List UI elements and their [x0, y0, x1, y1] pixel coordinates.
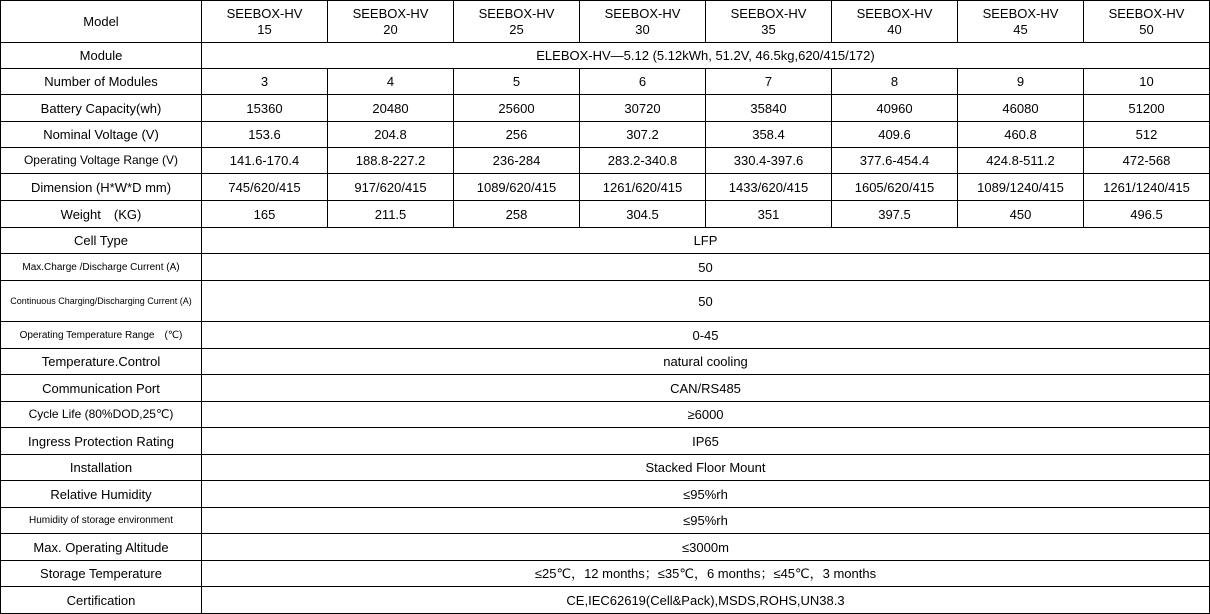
table-cell: 6	[580, 69, 706, 95]
row-label: Weight (KG)	[1, 201, 202, 228]
row-label: Installation	[1, 455, 202, 481]
table-cell: 0-45	[202, 322, 1210, 349]
table-cell: 1089/620/415	[454, 174, 580, 201]
table-cell: 211.5	[328, 201, 454, 228]
table-cell: 351	[706, 201, 832, 228]
table-cell: 1261/620/415	[580, 174, 706, 201]
table-cell: 15360	[202, 95, 328, 122]
row-label: Storage Temperature	[1, 561, 202, 587]
table-cell: 330.4-397.6	[706, 148, 832, 174]
table-cell: 204.8	[328, 122, 454, 148]
table-cell: 50	[202, 254, 1210, 281]
table-cell: IP65	[202, 428, 1210, 455]
table-row	[1, 95, 1210, 122]
model-number: 25	[509, 22, 524, 37]
table-cell: 460.8	[958, 122, 1084, 148]
table-row	[1, 402, 1210, 428]
table-row	[1, 122, 1210, 148]
row-label: Number of Modules	[1, 69, 202, 95]
table-cell: 5	[454, 69, 580, 95]
model-name: SEEBOX-HV	[856, 6, 933, 21]
model-number: 45	[1013, 22, 1028, 37]
module-value: ELEBOX-HV—5.12 (5.12kWh, 51.2V, 46.5kg,620/415/172)	[202, 43, 1210, 69]
row-label: Dimension (H*W*D mm)	[1, 174, 202, 201]
table-cell: 256	[454, 122, 580, 148]
table-cell: 188.8-227.2	[328, 148, 454, 174]
table-row	[1, 148, 1210, 174]
table-cell: 165	[202, 201, 328, 228]
table-cell: 377.6-454.4	[832, 148, 958, 174]
model-cell	[958, 1, 1084, 43]
table-cell: 9	[958, 69, 1084, 95]
table-cell: 1261/1240/415	[1084, 174, 1210, 201]
table-row	[1, 349, 1210, 375]
table-cell: CAN/RS485	[202, 375, 1210, 402]
row-label: Humidity of storage environment	[1, 508, 202, 534]
table-cell: 283.2-340.8	[580, 148, 706, 174]
row-label: Relative Humidity	[1, 481, 202, 508]
table-row	[1, 534, 1210, 561]
model-row	[1, 1, 1210, 43]
table-row	[1, 375, 1210, 402]
table-row	[1, 228, 1210, 254]
table-cell: 258	[454, 201, 580, 228]
table-row	[1, 254, 1210, 281]
model-cell	[706, 1, 832, 43]
table-cell: 46080	[958, 95, 1084, 122]
model-number: 15	[257, 22, 272, 37]
row-label: Operating Voltage Range (V)	[1, 148, 202, 174]
model-cell	[1084, 1, 1210, 43]
table-cell: 7	[706, 69, 832, 95]
table-cell: 153.6	[202, 122, 328, 148]
table-cell: 512	[1084, 122, 1210, 148]
table-cell: 141.6-170.4	[202, 148, 328, 174]
row-label: Operating Temperature Range (℃)	[1, 322, 202, 349]
row-label: Communication Port	[1, 375, 202, 402]
table-row	[1, 428, 1210, 455]
table-cell: 51200	[1084, 95, 1210, 122]
model-name: SEEBOX-HV	[982, 6, 1059, 21]
table-cell: 50	[202, 281, 1210, 322]
table-row	[1, 69, 1210, 95]
model-number: 40	[887, 22, 902, 37]
table-cell: 10	[1084, 69, 1210, 95]
table-cell: 397.5	[832, 201, 958, 228]
row-label: Battery Capacity(wh)	[1, 95, 202, 122]
model-cell	[580, 1, 706, 43]
row-label: Continuous Charging/Discharging Current (A)	[1, 281, 202, 322]
table-cell: 30720	[580, 95, 706, 122]
row-label: Cycle Life (80%DOD,25℃)	[1, 402, 202, 428]
table-cell: 424.8-511.2	[958, 148, 1084, 174]
table-row	[1, 587, 1210, 614]
table-cell: ≤95%rh	[202, 508, 1210, 534]
table-cell: 472-568	[1084, 148, 1210, 174]
model-number: 35	[761, 22, 776, 37]
row-label-model: Model	[1, 1, 202, 43]
table-cell: 917/620/415	[328, 174, 454, 201]
table-cell: 307.2	[580, 122, 706, 148]
table-cell: 1433/620/415	[706, 174, 832, 201]
table-cell: 1605/620/415	[832, 174, 958, 201]
table-cell: 20480	[328, 95, 454, 122]
table-cell: 25600	[454, 95, 580, 122]
table-cell: 35840	[706, 95, 832, 122]
model-cell	[454, 1, 580, 43]
model-cell	[832, 1, 958, 43]
model-name: SEEBOX-HV	[604, 6, 681, 21]
model-name: SEEBOX-HV	[226, 6, 303, 21]
model-name: SEEBOX-HV	[1108, 6, 1185, 21]
table-row	[1, 174, 1210, 201]
table-row	[1, 481, 1210, 508]
table-row	[1, 508, 1210, 534]
row-label: Max. Operating Altitude	[1, 534, 202, 561]
model-cell	[202, 1, 328, 43]
table-cell: CE,IEC62619(Cell&Pack),MSDS,ROHS,UN38.3	[202, 587, 1210, 614]
row-label: Max.Charge /Discharge Current (A)	[1, 254, 202, 281]
table-cell: 1089/1240/415	[958, 174, 1084, 201]
model-number: 20	[383, 22, 398, 37]
table-row	[1, 561, 1210, 587]
table-cell: 4	[328, 69, 454, 95]
row-label: Certification	[1, 587, 202, 614]
table-cell: ≤3000m	[202, 534, 1210, 561]
model-name: SEEBOX-HV	[730, 6, 807, 21]
module-row	[1, 43, 1210, 69]
table-cell: 236-284	[454, 148, 580, 174]
table-cell: ≤25℃，12 months；≤35℃，6 months；≤45℃，3 months	[202, 561, 1210, 587]
model-number: 30	[635, 22, 650, 37]
model-cell	[328, 1, 454, 43]
table-cell: 8	[832, 69, 958, 95]
table-cell: ≥6000	[202, 402, 1210, 428]
table-cell: LFP	[202, 228, 1210, 254]
table-cell: Stacked Floor Mount	[202, 455, 1210, 481]
table-cell: 450	[958, 201, 1084, 228]
row-label: Nominal Voltage (V)	[1, 122, 202, 148]
table-row	[1, 281, 1210, 322]
table-cell: natural cooling	[202, 349, 1210, 375]
model-name: SEEBOX-HV	[352, 6, 429, 21]
table-cell: 496.5	[1084, 201, 1210, 228]
table-cell: 358.4	[706, 122, 832, 148]
table-cell: 40960	[832, 95, 958, 122]
table-cell: 304.5	[580, 201, 706, 228]
row-label: Cell Type	[1, 228, 202, 254]
table-cell: 409.6	[832, 122, 958, 148]
row-label: Temperature.Control	[1, 349, 202, 375]
table-cell: ≤95%rh	[202, 481, 1210, 508]
table-cell: 3	[202, 69, 328, 95]
table-row	[1, 455, 1210, 481]
table-row	[1, 322, 1210, 349]
model-number: 50	[1139, 22, 1154, 37]
row-label-module: Module	[1, 43, 202, 69]
model-name: SEEBOX-HV	[478, 6, 555, 21]
row-label: Ingress Protection Rating	[1, 428, 202, 455]
table-cell: 745/620/415	[202, 174, 328, 201]
table-row	[1, 201, 1210, 228]
